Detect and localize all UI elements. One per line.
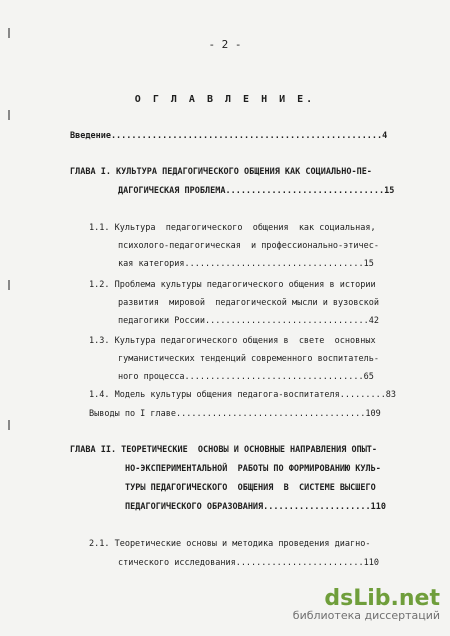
- toc-entry-2-1: 2.1. Теоретические основы и методика проведения диагно-: [89, 539, 371, 549]
- margin-mark: [8, 420, 10, 430]
- toc-entry-chapter-1-cont: ДАГОГИЧЕСКАЯ ПРОБЛЕМА...............................15: [118, 186, 395, 196]
- toc-entry-chapter-2-cont: НО-ЭКСПЕРИМЕНТАЛЬНОЙ РАБОТЫ ПО ФОРМИРОВАНИЮ КУЛЬ-: [125, 464, 381, 474]
- margin-mark: [8, 280, 10, 290]
- toc-heading: О Г Л А В Л Е Н И Е.: [134, 94, 316, 105]
- watermark-logo-main: dsLib: [324, 586, 391, 611]
- toc-entry-1-1-cont: кая категория...................................15: [118, 259, 374, 269]
- toc-entry-conclusions-1: Выводы по I главе.....................................109: [89, 409, 381, 419]
- toc-entry-1-4: 1.4. Модель культуры общения педагога-воспитателя.........83: [89, 390, 397, 400]
- watermark-subtitle: библиотека диссертаций: [292, 609, 440, 622]
- watermark-logo-tld: .net: [390, 586, 440, 611]
- margin-mark: [8, 28, 10, 38]
- toc-entry-chapter-2-cont: ПЕДАГОГИЧЕСКОГО ОБРАЗОВАНИЯ.....................110: [125, 502, 386, 512]
- toc-entry-1-3-cont: ного процесса...................................65: [118, 372, 374, 382]
- toc-entry-1-3-cont: гуманистических тенденций современного воспитатель-: [118, 354, 379, 364]
- watermark: [293, 586, 440, 622]
- toc-entry-chapter-2-cont: ТУРЫ ПЕДАГОГИЧЕСКОГО ОБЩЕНИЯ В СИСТЕМЕ ВЫСШЕГО: [125, 483, 376, 493]
- toc-entry-1-2: 1.2. Проблема культуры педагогического общения в истории: [89, 280, 376, 290]
- toc-entry-1-1-cont: психолого-педагогическая и профессионально-этичес-: [118, 241, 379, 251]
- toc-entry-introduction: Введение.....................................................4: [70, 131, 388, 141]
- margin-mark: [8, 110, 10, 120]
- toc-entry-chapter-1: ГЛАВА I. КУЛЬТУРА ПЕДАГОГИЧЕСКОГО ОБЩЕНИЯ КАК СОЦИАЛЬНО-ПЕ-: [70, 167, 372, 177]
- page-number: - 2 -: [208, 38, 242, 51]
- toc-entry-1-2-cont: развития мировой педагогической мысли и вузовской: [118, 298, 379, 308]
- toc-entry-1-3: 1.3. Культура педагогического общения в свете основных: [89, 336, 376, 346]
- toc-entry-chapter-2: ГЛАВА II. ТЕОРЕТИЧЕСКИЕ ОСНОВЫ И ОСНОВНЫЕ НАПРАВЛЕНИЯ ОПЫТ-: [70, 445, 378, 455]
- toc-entry-1-1: 1.1. Культура педагогического общения как социальная,: [89, 223, 376, 233]
- watermark-logo: [293, 586, 440, 611]
- toc-entry-2-1-cont: стического исследования.........................110: [118, 558, 379, 568]
- toc-entry-1-2-cont: педагогики России................................42: [118, 316, 379, 326]
